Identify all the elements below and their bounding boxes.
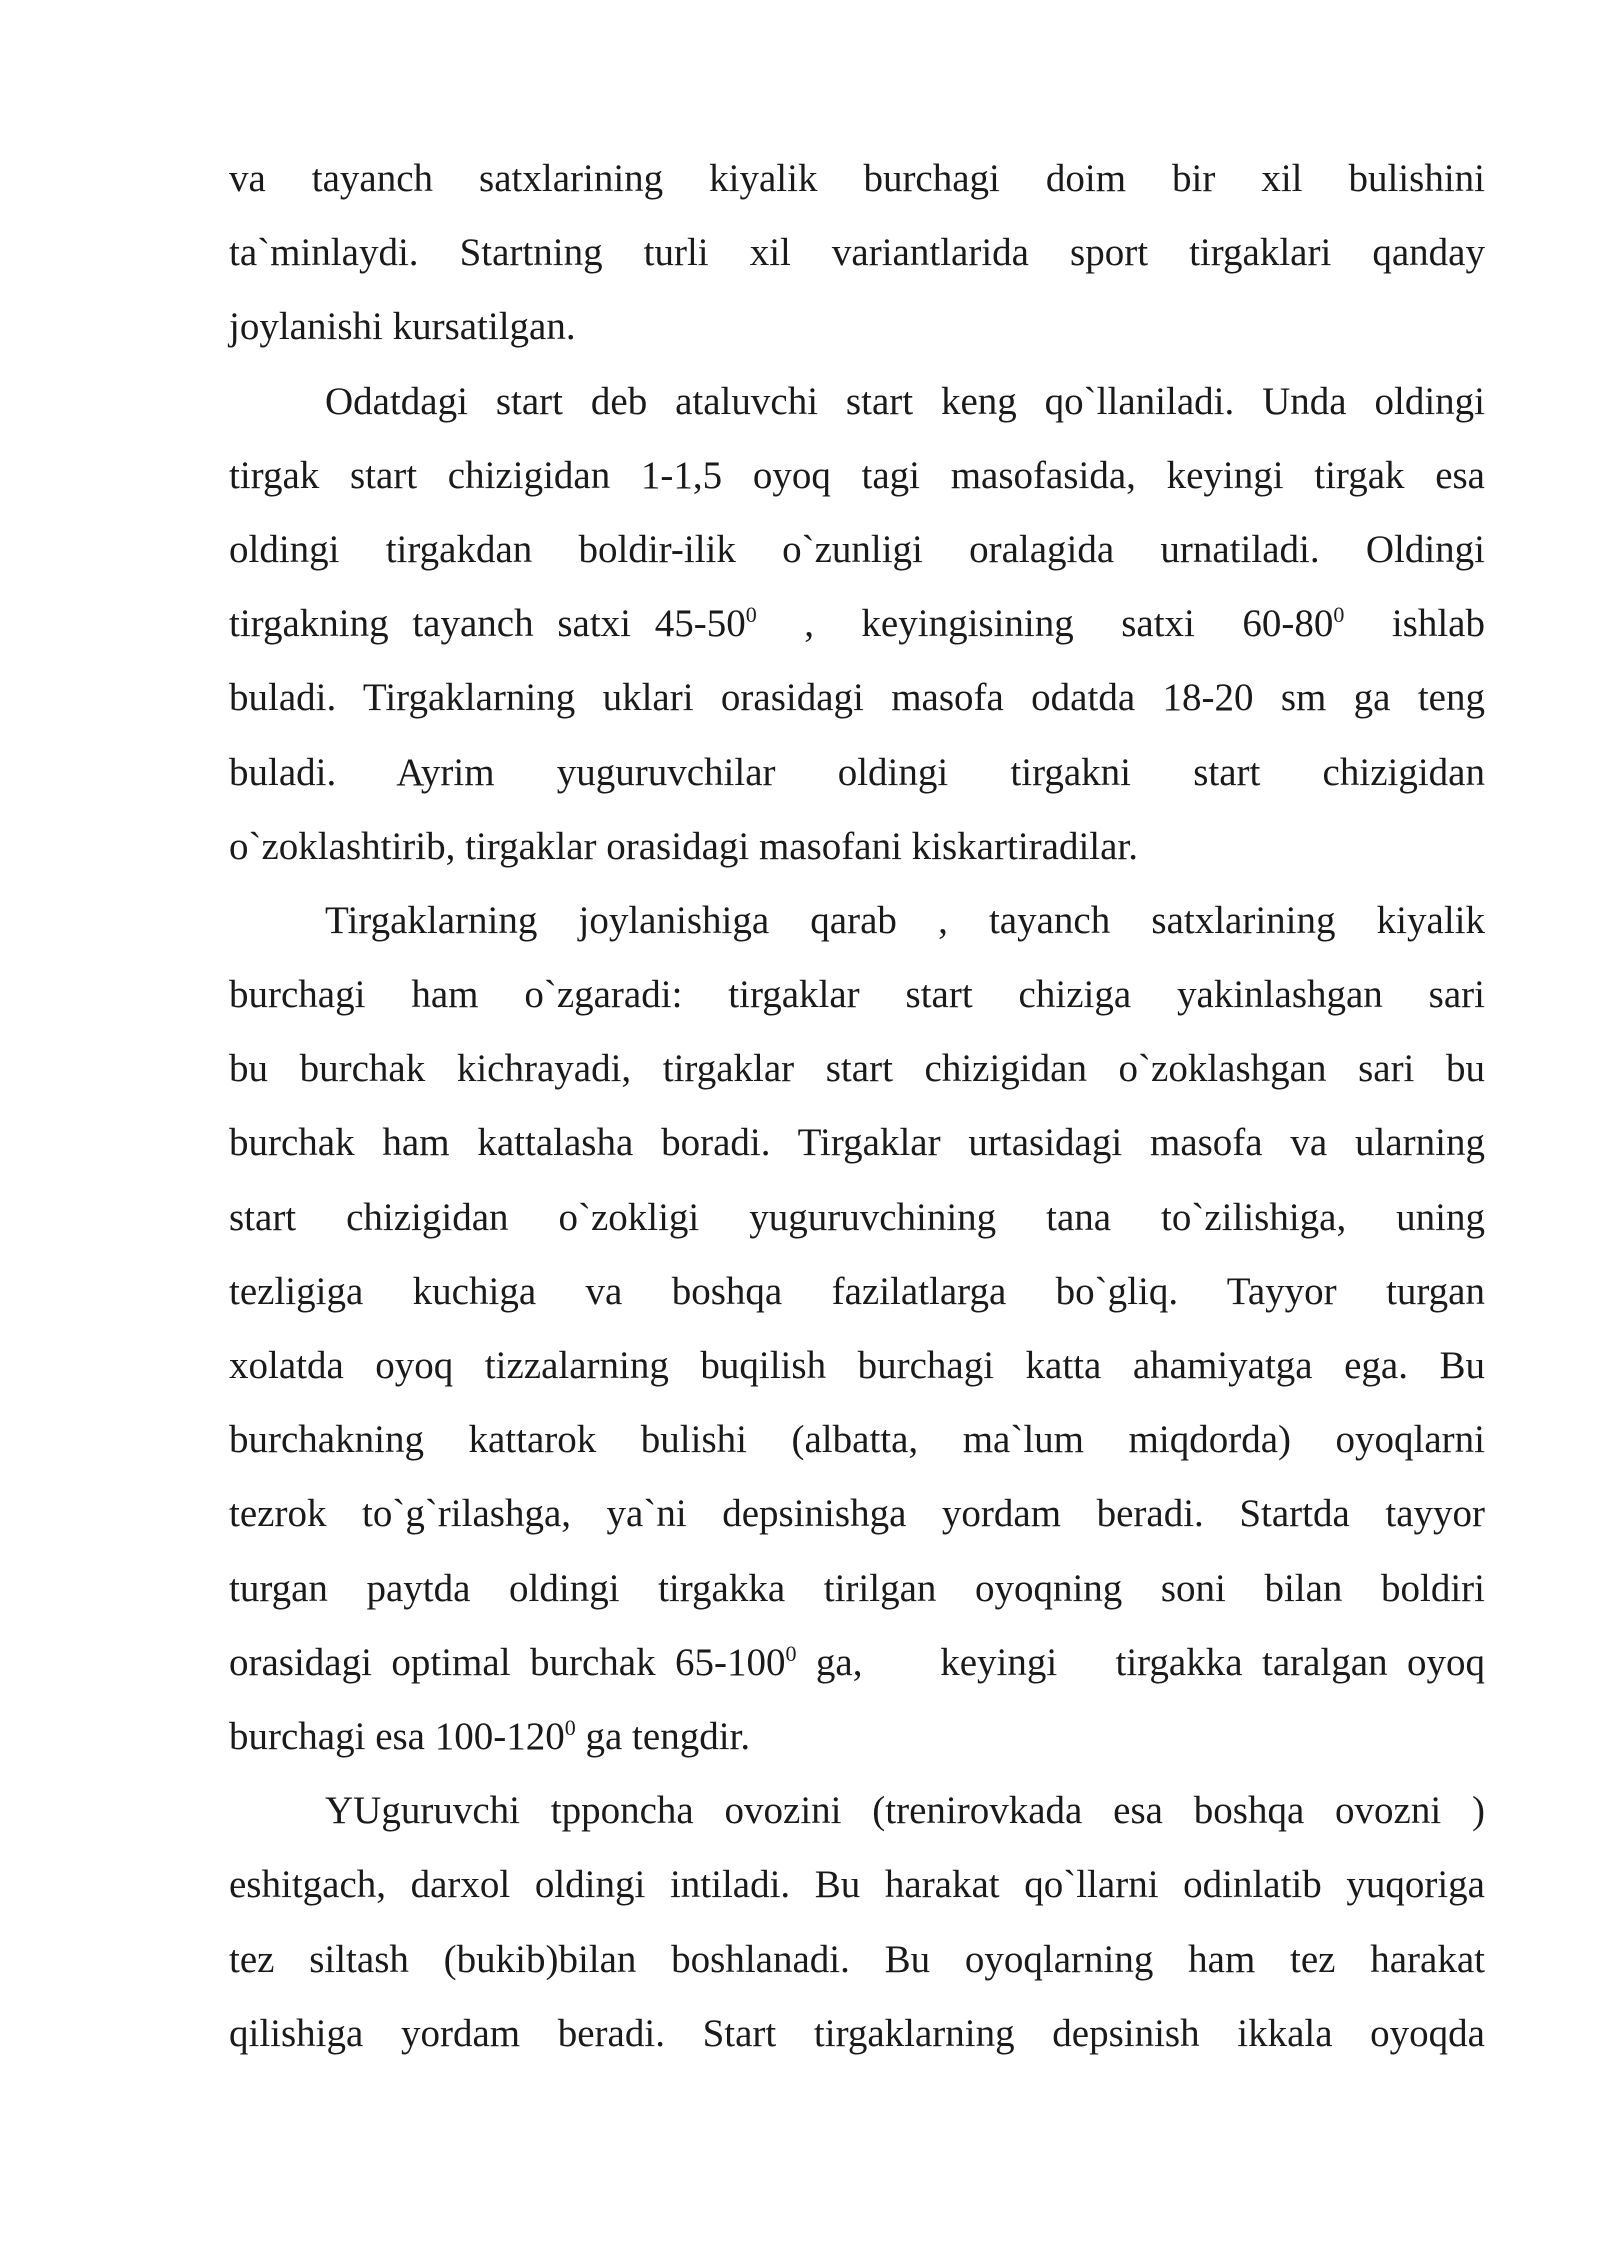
superscript: 0 (785, 1640, 797, 1666)
document-body (229, 142, 1485, 2071)
text-line: tezrok to`g`rilashga, ya`ni depsinishga yordam beradi. Startda tayyor (229, 1492, 1485, 1536)
superscript: 0 (1333, 602, 1345, 628)
text-line: tezligiga kuchiga va boshqa fazilatlarga bo`gliq. Tayyor turgan (229, 1269, 1485, 1313)
text-line: start chizigidan o`zokligi yuguruvchining tana to`zilishiga, uning (229, 1195, 1485, 1239)
text-line: tez siltash (bukib)bilan boshlanadi. Bu oyoqlarning ham tez harakat (229, 1937, 1485, 1981)
text-line: buladi. Ayrim yuguruvchilar oldingi tirgakni start chizigidan (229, 750, 1485, 794)
text-line: xolatda oyoq tizzalarning buqilish burchagi katta ahamiyatga ega. Bu (229, 1344, 1485, 1387)
text-fragment: ga tengdir. (575, 1714, 751, 1758)
text-fragment: tirgakning tayanch satxi 45-50 (229, 602, 746, 646)
text-line: joylanishi kursatilgan. (229, 305, 576, 349)
text-line: tirgak start chizigidan 1-1,5 oyoq tagi masofasida, keyingi tirgak esa (229, 453, 1485, 497)
text-fragment: orasidagi optimal burchak 65-100 (229, 1640, 786, 1684)
text-fragment: burchagi esa 100-120 (229, 1714, 565, 1758)
text-fragment: ishlab (1344, 602, 1485, 646)
text-line: turgan paytda oldingi tirgakka tirilgan oyoqning soni bilan boldiri (229, 1566, 1485, 1610)
superscript: 0 (745, 602, 757, 628)
text-line-with-superscript (229, 1626, 1485, 1700)
text-line: va tayanch satxlarining kiyalik burchagi doim bir xil bulishini (229, 157, 1485, 200)
text-fragment: , keyingisining satxi 60-80 (756, 602, 1334, 646)
paragraph-start-line: Odatdagi start deb ataluvchi start keng qo`llaniladi. Unda oldingi (325, 379, 1485, 423)
text-line: buladi. Tirgaklarning uklari orasidagi masofa odatda 18-20 sm ga teng (229, 676, 1485, 720)
text-line-with-superscript (229, 1700, 1485, 1774)
text-line: o`zoklashtirib, tirgaklar orasidagi masofani kiskartiradilar. (229, 824, 1139, 868)
text-line: ta`minlaydi. Startning turli xil variantlarida sport tirgaklari qanday (229, 231, 1485, 275)
text-line: burchagi ham o`zgaradi: tirgaklar start chiziga yakinlashgan sari (229, 973, 1485, 1017)
text-line: eshitgach, darxol oldingi intiladi. Bu harakat qo`llarni odinlatib yuqoriga (229, 1863, 1485, 1907)
paragraph-start-line: YUguruvchi tpponcha ovozini (trenirovkada esa boshqa ovozni ) (325, 1789, 1485, 1833)
text-line: burchakning kattarok bulishi (albatta, ma`lum miqdorda) oyoqlarni (229, 1418, 1485, 1462)
text-line: bu burchak kichrayadi, tirgaklar start chizigidan o`zoklashgan sari bu (229, 1047, 1485, 1091)
text-line-with-superscripts (229, 587, 1485, 661)
paragraph-start-line: Tirgaklarning joylanishiga qarab , tayanch satxlarining kiyalik (325, 898, 1485, 942)
text-line: qilishiga yordam beradi. Start tirgaklarning depsinish ikkala oyoqda (229, 2011, 1485, 2055)
text-fragment: ga, keyingi tirgakka taralgan oyoq (796, 1640, 1485, 1684)
text-line: burchak ham kattalasha boradi. Tirgaklar urtasidagi masofa va ularning (229, 1121, 1485, 1165)
superscript: 0 (564, 1714, 576, 1740)
text-line: oldingi tirgakdan boldir-ilik o`zunligi oralagida urnatiladi. Oldingi (229, 527, 1485, 571)
